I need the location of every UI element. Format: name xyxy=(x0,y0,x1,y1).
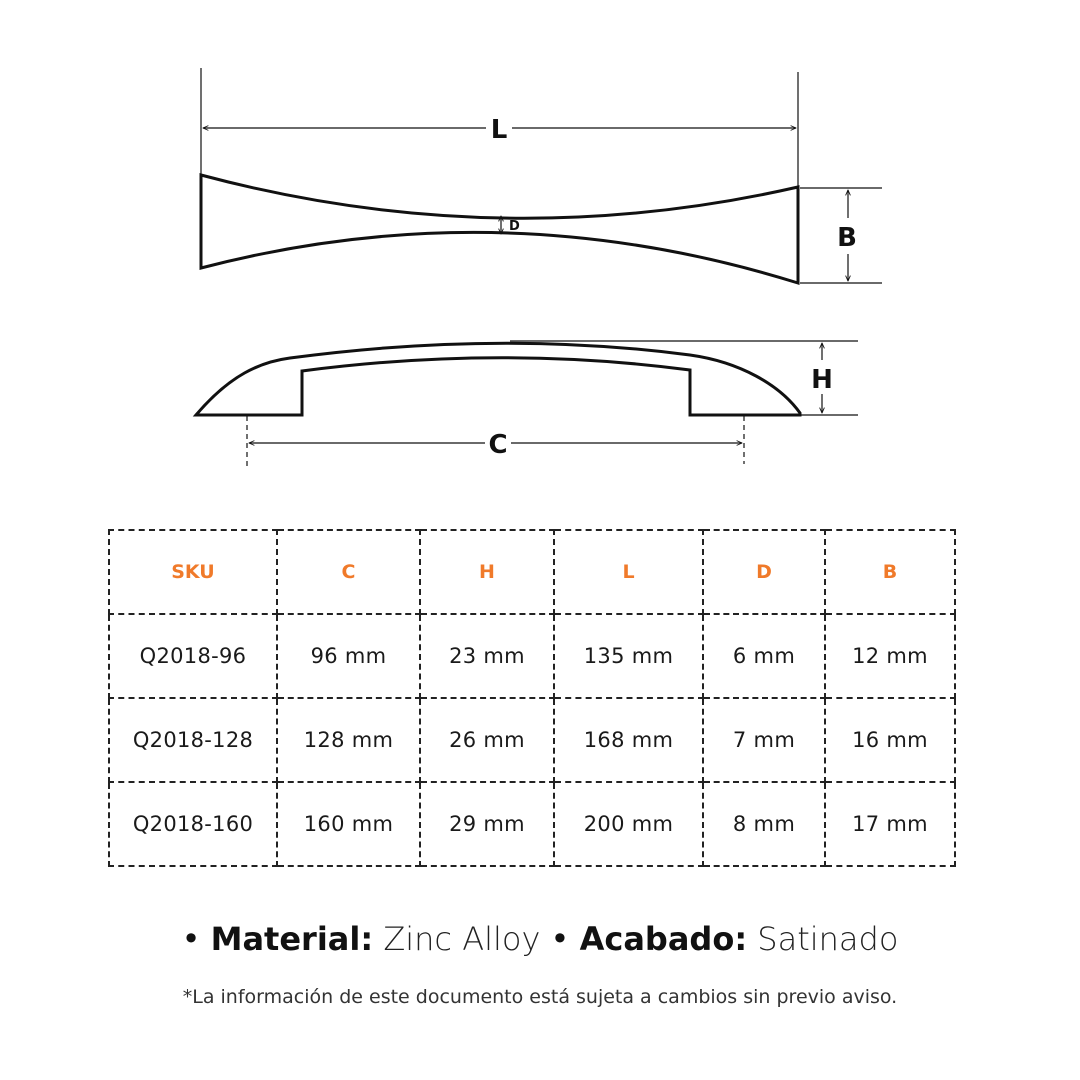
material-label: Material: xyxy=(210,920,374,958)
cell-c: 160 mm xyxy=(277,782,420,866)
depth-label: D xyxy=(509,219,520,234)
header-d: D xyxy=(703,530,825,614)
finish-value: Satinado xyxy=(757,920,899,958)
cell-sku: Q2018-96 xyxy=(109,614,277,698)
cell-h: 29 mm xyxy=(420,782,554,866)
dimensions-table xyxy=(108,529,956,867)
height-label: H xyxy=(811,365,833,395)
cell-h: 23 mm xyxy=(420,614,554,698)
length-label: L xyxy=(490,115,508,145)
header-c: C xyxy=(277,530,420,614)
cell-d: 8 mm xyxy=(703,782,825,866)
material-finish-line xyxy=(0,920,1080,958)
cell-b: 16 mm xyxy=(825,698,955,782)
base-label: B xyxy=(837,223,857,253)
center-label: C xyxy=(488,430,508,460)
finish-label: Acabado: xyxy=(579,920,748,958)
cell-b: 17 mm xyxy=(825,782,955,866)
handle-side-inner-edge xyxy=(290,343,690,358)
bullet: • xyxy=(550,920,570,958)
top-view xyxy=(201,68,882,283)
handle-technical-drawing xyxy=(0,0,1080,520)
cell-l: 200 mm xyxy=(554,782,703,866)
cell-d: 7 mm xyxy=(703,698,825,782)
header-l: L xyxy=(554,530,703,614)
header-b: B xyxy=(825,530,955,614)
cell-c: 128 mm xyxy=(277,698,420,782)
cell-d: 6 mm xyxy=(703,614,825,698)
cell-h: 26 mm xyxy=(420,698,554,782)
disclaimer-text: *La información de este documento está sujeta a cambios sin previo aviso. xyxy=(182,986,898,1008)
cell-b: 12 mm xyxy=(825,614,955,698)
table-row xyxy=(109,614,955,698)
cell-c: 96 mm xyxy=(277,614,420,698)
table-row xyxy=(109,782,955,866)
cell-sku: Q2018-160 xyxy=(109,782,277,866)
table-row xyxy=(109,698,955,782)
material-value: Zinc Alloy xyxy=(383,920,541,958)
cell-l: 135 mm xyxy=(554,614,703,698)
cell-sku: Q2018-128 xyxy=(109,698,277,782)
side-view xyxy=(196,341,858,468)
handle-top-outline xyxy=(201,175,798,283)
header-sku: SKU xyxy=(109,530,277,614)
handle-side-outline xyxy=(196,343,800,415)
header-h: H xyxy=(420,530,554,614)
bullet: • xyxy=(181,920,201,958)
table-header-row xyxy=(109,530,955,614)
cell-l: 168 mm xyxy=(554,698,703,782)
